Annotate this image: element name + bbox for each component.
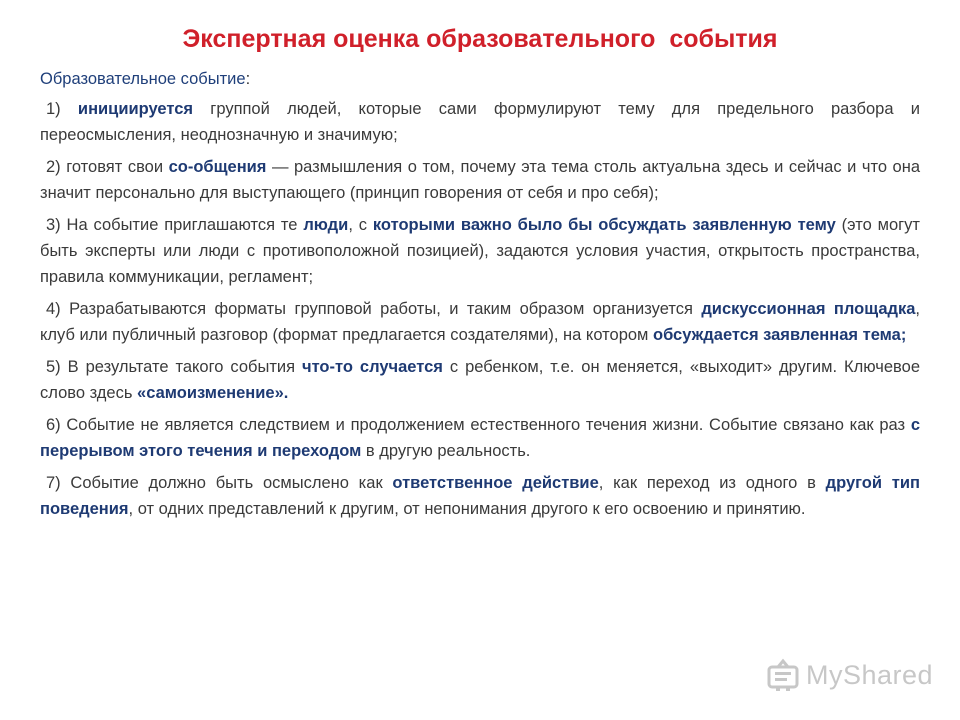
item-text: , клуб или публичный разговор (формат предлагается создателями), на котором <box>40 300 920 344</box>
item-text: 3) На событие приглашаются те <box>46 216 304 234</box>
emphasis-text: люди <box>303 216 349 234</box>
emphasis-text: со-общения <box>168 158 267 176</box>
item-text: в другую реальность. <box>361 442 531 460</box>
emphasis-text: с перерывом этого течения и переходом <box>40 416 920 460</box>
item-text: 5) В результате такого события <box>46 358 302 376</box>
item-text: группой людей, которые сами формулируют тему для предельного разбора и переосмысления, неоднозначную и значимую; <box>40 100 920 144</box>
emphasis-text: ответственное действие <box>392 474 599 492</box>
slide-title: Экспертная оценка образовательного события <box>182 25 778 53</box>
slide-subtitle <box>40 66 250 92</box>
myshared-logo-icon <box>766 658 800 692</box>
list-item <box>40 354 920 406</box>
emphasis-text: «самоизменение». <box>137 384 289 402</box>
item-text: (это могут быть эксперты или люди с противоположной позицией), задаются условия участия, открытость пространства, правила коммуникации, регламент; <box>40 216 920 286</box>
item-text: , от одних представлений к другим, от непонимания другого к его освоению и принятию. <box>128 500 806 518</box>
list-item <box>40 412 920 464</box>
list-item <box>40 212 920 290</box>
item-text: — размышления о том, почему эта тема столь актуальна здесь и сейчас и что она значит персонально для выступающего (принцип говорения от себя и про себя); <box>40 158 920 202</box>
subtitle-text: Образовательное событие <box>40 70 246 88</box>
item-text: 1) <box>46 100 78 118</box>
emphasis-text: что-то случается <box>301 358 443 376</box>
item-text: 4) Разрабатываются форматы групповой работы, и таким образом организуется <box>46 300 702 318</box>
watermark <box>766 655 933 695</box>
list-item <box>40 154 920 206</box>
subtitle-colon: : <box>245 70 251 88</box>
list-item <box>40 296 920 348</box>
item-text: с ребенком, т.е. он меняется, «выходит» другим. Ключевое слово здесь <box>40 358 920 402</box>
emphasis-text: другой тип поведения <box>40 474 920 518</box>
list-item <box>40 96 920 148</box>
watermark-text: MyShared <box>806 659 934 690</box>
item-text: 6) Событие не является следствием и продолжением естественного течения жизни. Событие связано как раз <box>46 416 911 434</box>
item-text: 7) Событие должно быть осмыслено как <box>46 474 393 492</box>
item-text: , как переход из одного в <box>598 474 826 492</box>
item-text: , с <box>348 216 373 234</box>
emphasis-text: дискуссионная площадка <box>701 300 916 318</box>
emphasis-text: обсуждается заявленная тема; <box>652 326 907 344</box>
item-text: 2) готовят свои <box>46 158 169 176</box>
list-item <box>40 470 920 522</box>
event-criteria-list <box>40 96 920 528</box>
emphasis-text: инициируется <box>77 100 194 118</box>
emphasis-text: которыми важно было бы обсуждать заявленную тему <box>372 216 836 234</box>
